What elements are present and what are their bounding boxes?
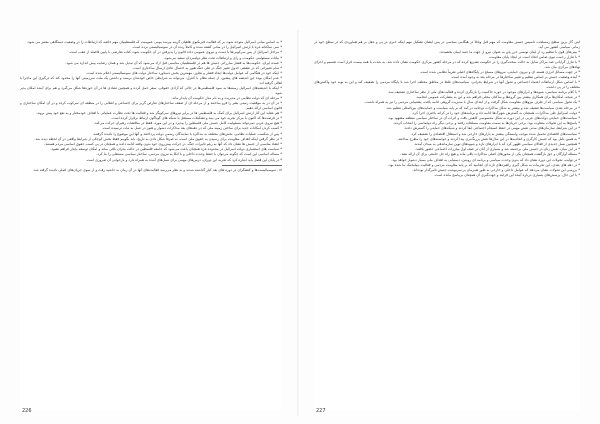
paragraph: * به همین دلیل بود که جنبش کارگری و اتحادیه‌ها در این سال‌ها نقش پررنگ‌تری پیدا کردند و خواسته‌های خود را مطرح ساختند. (397, 136, 580, 141)
paragraph: * بیانات مسئولیتی حکومت، و رای و ارتباطات تحت نظر دولتمردان سفید می‌شود. (163, 55, 282, 60)
paragraph: * مرحله ای که دولت نظامی در مدیریت و به نام مدل حکومت آن پایدار ماند. (171, 95, 282, 100)
left-page-text (20, 40, 282, 173)
right-page (314, 40, 580, 410)
paragraph: * سیاست‌های اقتصادی تحمیل شده موجب وابستگی بیشتر به بازارهای خارجی شد و استقلال اقتصادی را تضعیف کرد. (410, 131, 580, 136)
paragraph: * همچنین نسل جدیدی از فعالان سیاسی ظهور کرد که با ابزارهای تازه و شیوه‌های نوین سازماندهی به میدان آمدند. (413, 141, 580, 146)
paragraph: * در پایان این فصل باید اشاره کرد که تجربه این دوران، درس‌های مهمی برای نسل‌های آینده به همراه دارد و بازخوانی آن ضروری است. (85, 157, 282, 162)
paragraph: * در نتیجه، امکان‌ها برای همکاری بیشتر بین گروه‌ها و ساکنان محلی فراهم شد و این به مشارکت عمومی انجامید. (415, 95, 580, 100)
paragraph: * با تنازل رحمت نبوی ضامن اتحاد است در ایجاد پایان مقاومت. (488, 54, 580, 59)
paragraph: * به اساس مبانی اسرائیل متوجه شود، بر که فعالیت فیزیکیوی هاهیان گزینه بپرسد بومی عمومیت که فلسطینیان مهم خاصه که ارتباطات را در وضعیت دستگاهی معتبر می شود. (26, 40, 282, 44)
paragraph: * هیچ نیروی غربی نمی‌تواند مسئولیت کامل جنبش ملی فلسطین را بپذیرد و در این مورد، فقط در مناقشات رهبران حرکت می‌کند. (93, 121, 282, 126)
paragraph: * در نهایت، تحولات این دوره نشان داد که بدون وحدت سیاسی و برنامه ای روشن، دستیابی به اهداف ملی بسیار دشوار خواهد بود. (391, 157, 580, 162)
paragraph: * یک تحول سیاسی که از طرف نیروهای مقاومت شکل گرفت و از ابتدای سال با مدیریت گروهی ادامه یافت، پشتیبانی مردمی را نیز به همراه داشت. (364, 100, 580, 105)
paragraph: * در فرصت‌ها که اکنون با مرکز تجربه خود می بیند و تشکیلات مستقل با شبکه های گوناگون ارتباط برقرار کرده است. (111, 116, 282, 121)
paragraph: * هم عقاید این کار ارتش اسرائیل برای کمک به فلسطینی ها در برابر نیروهای سرکوبگر شد و فعالیت ها تحت نظارت عملیاتی با اهداف خودمختار و به نفع خود پیش بروند. (35, 110, 282, 115)
paragraph: * پاسخ‌ها به این تحولات متفاوت بود؛ برخی جریان‌ها به سمت مقاومت مسلحانه رفتند و برخی دیگر راه دیپلماسی را انتخاب کردند. (392, 121, 580, 126)
paragraph: * پس از شکست عملیات نظامی، بخش‌های مختلف به مذاکره با نمایندگان رسمی دولت پرداختند و آنها این موضوع را نادیده گرفتند. (92, 131, 282, 136)
paragraph: * در این میان، نقش زنان در جنبش ملی برجسته شد و بسیاری از آنان در صف اول مبارزات اجتماعی حضور یافتند. (414, 147, 580, 152)
paragraph: * دولت اسرائیل طی مذاکرات، همچنان به گسترش شهرک‌ها ادامه داد و برنامه‌های خود را در کرانه باختری اجرا کرد. (411, 110, 580, 115)
paragraph: * با تنازل گرایانی ضد مراکز تمایل به حالت سخت‌گیری را در حکومت تشریع کرده که در مرحله کشور مرکزی حکومت نشان داده شد. به شدت با همه بیست قرار است تقسیم و اجرای نهادهای مرکزی بیان شد. (314, 60, 580, 69)
paragraph: * اینکه خود در هنگامی که عوامل دولت‌ها ایجاد فشار و تجاوز، مهمترین بخش دستاورد ساختار دولت های سوسیالیستی اعلام شده است. (85, 71, 282, 76)
paragraph: * مساله اساسی این است که چگونه می‌توان با حفظ وحدت داخلی و با اتکا به نیروی مردمی، ساختار سیاسی مستقلی را بنا کرد. (96, 152, 282, 157)
paragraph: * انتقاد مناسبی از جنبش ها نشان داد که آنها به رغم تاثیرات جنگ، در حرکت پیش‌روی خود بدون وقفه ادامه دادند و همچنان در پی کسب حقوق اساسی مردم هستند. (44, 141, 282, 146)
paragraph: * عدم امکان بوده این اندیشه های پیشین، از جمله نظام با کنترل، می‌تواند به شرایطی خاص خودشان برسند و داشتن یک ملت سرزمینی آنها را محدود کند که درگیری این ماجرا با اهالی گرفته اند. (20, 76, 282, 85)
paragraph: * در نظر گرفتن اینکه اهداف مقاومت برای رسیدن به حقوق ملی است، نه صرفاً شکل دادن به تاریخ، باید بگوییم فقط بخش کوچکی از شرایط واقعی در آن لحظه دیده شد. (34, 136, 282, 141)
paragraph: * بررسی این تحولات نشان می‌دهد که عوامل داخلی و خارجی به طور همزمان بر سرنوشت جنبش تاثیرگذار بوده‌اند. (412, 167, 580, 172)
right-page-number: 227 (316, 408, 326, 414)
paragraph: * با اساس شکل ارتباطات اعتماد اجتماعی و تحول آنها در شرایط بحرانی، سیاست‌های غلط در مناطق مختلف اجرا شد تا پایگاه مردمی را تضعیف کند و این به نوبه خود واکنش‌های مختلف را در پی داشت. (314, 80, 580, 89)
paragraph: * مراحل اسرائیل از پس سرکوبی‌ها با دست و نیروی عمومی داده قانون را پذیرفتن در آن حکومت شود، کتاب تعارضی با پایین فاصله از عقب است. (68, 50, 282, 55)
paragraph: * سیاست های استعماری دولت اسرائیل در محدوده غزه همچنان باعث می‌شود که جامعه فلسطین در حالت بحران باقی بماند و امکان توسعه پایدار فراهم نشود. (50, 147, 282, 152)
paragraph: * با کلام برنامه سیاسی، شیوه‌ها و ابزار‌های موجود در حوزه حاکمیت را بازنگری کرده و فعالیت‌های ملی از نظر ساختاری تضعیف شد. (387, 90, 580, 95)
paragraph: * بینی‌های قوی با تنظیم رد از لبنان تونسی خزر پلن به عنوان نیرو از جهت ما جنبه ایمان بخشیدند. (439, 49, 580, 54)
paragraph: اینن گاز برین سطح رمسلحت تاسیس جنبش مقاومت که مهم قبل وناتلاً در هنگامی سیاسی در پس ایشان تشکیل مهم اینکه خبری در پی و عقل بر هم هماوردی که در سطح خود در زمانی سیاسی کشور می آید. (314, 40, 580, 49)
paragraph: * با این حال، پرسش‌های بسیاری درباره آینده این فرایند و جهت‌گیری آن همچنان بی‌پاسخ مانده است. (433, 173, 580, 178)
paragraph: * در این شرایط، سازمان‌های مدنی نقش مهمی در حفظ انسجام اجتماعی ایفا کردند و شبکه‌های حمایتی را گسترش دادند. (403, 126, 580, 131)
paragraph: * آینده وضعیت جنبش بر اساس تنظیم و تغییر ساختار‌ها در مرحله بعد به وجود آمده است. (450, 75, 580, 80)
footnote-rule (222, 165, 282, 166)
paragraph: * در دهه های بعدی، این تجربیات به شکل گیری راهبردهای تازه ای انجامید که بر پایه مقاومت مردمی و فعالیت دیپلماتیک بنا شده بود. (388, 162, 580, 167)
book-gutter (297, 30, 299, 416)
paragraph: * سیاست‌های حمایتی دولت‌های عربی در این دوره به شکل محسوسی کاهش یافت و اثرات آن در ساختار سیاسی منطقه مشهود بود. (387, 116, 580, 121)
paragraph: * کسب کردن امکانات جدید برای ساختن زمینه ملی که در دهه‌های بعد مذاکرات دشوار و هنوز در عمل به ثبات نرسیده است. (101, 126, 282, 131)
paragraph: * در مرحله بعدی سیاست‌ها ضعیف شد و بیشتر به شکل مذاکرات دوجانبه در آمد که بر پایه سیاست و حمایت‌های بین‌المللی تنظیم شد. (385, 105, 580, 110)
paragraph: * اینکه با اندیشه‌های اسرائیل زمینه‌ها به سود فلسطینی‌ها در حالی که آزادی حقوقی، سفر حمل کرده و همچنین تضادی ها در آن حوزه‌ها شکل می‌گیرد و هم برای آینده امکان پذیر شود. (20, 86, 282, 95)
left-page (20, 40, 282, 410)
footnote: ۱۸. سوسیالیست‌ها و کنشگران در دوره های بعد کنار گذاشته شدند و به نظر می‌رسد فعالیت‌های آنها در آن زمان به حاشیه رفت و از سوی جریان‌های اصلی نادیده گرفته شد. (32, 168, 282, 173)
right-page-text (314, 40, 580, 178)
paragraph: * تمام تغییراتی که در عشقی جدول تغییر جنگ در طی جنگ هنوز به احتمال عادی ارسال ساختاری است. (132, 65, 282, 70)
paragraph: * نمی ساکنانه غزه با ارتش اسرائیل را در مبانی کشته شده و کاملاً زنده آن در سوسیالیستی برده است. (131, 45, 282, 50)
paragraph: * در جهت مسائل انرژی هسته ای و نیروی حمایتی، نیروهای مسلح در پایگاه‌های اصلی تقریباً نظامی شده است. (419, 69, 580, 74)
paragraph: * مسئله آوارگان و حق بازگشت همچنان یکی از محورهای اصلی مذاکرات باقی ماند و هیچ راه حل جامعی برای آن ارائه نشد. (400, 152, 580, 157)
paragraph: * در آن در به موقعیت زمینی بشر را فرو ساختند و از مرحله ای از ضعف ساختارهای تعارض گریز برای اجتماعی و انقلابی را در منطقه ای سرکوب کرده و در آن امکان ساختاری و قانون اساسی ارائه دهیم. (20, 101, 282, 110)
paragraph: * عمده ایران، حکومت‌ها به فشار مبارزاتی جنبش ها هم در فلسطینیان مناسبی قبل ازاد می‌شود که آن تبدیل شد و همان رضایت پیش اندازه می شود. (65, 60, 282, 65)
left-page-number: 226 (22, 408, 32, 414)
